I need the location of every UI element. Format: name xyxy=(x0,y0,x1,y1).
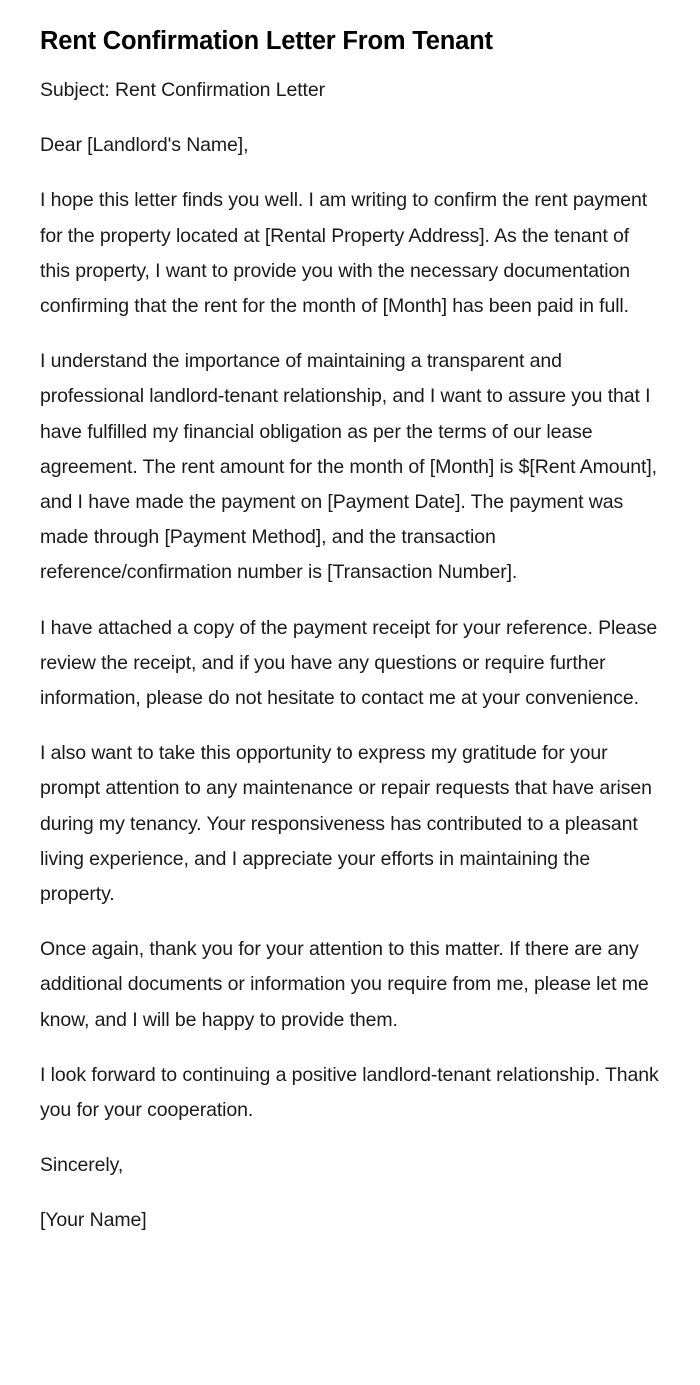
letter-closing: Sincerely, xyxy=(40,1154,124,1177)
letter-paragraph-6: I look forward to continuing a positive landlord-tenant relationship. Thank you for your cooperation. xyxy=(40,1063,659,1122)
letter-paragraph-3: I have attached a copy of the payment receipt for your reference. Please review the receipt, and if you have any questions or require further information, please do not hesitate to contact me at your convenience. xyxy=(40,616,658,710)
letter-paragraph-1: I hope this letter finds you well. I am writing to confirm the rent payment for the property located at [Rental Property Address]. As the tenant of this property, I want to provide you with the necessary documentation confirming that the rent for the month of [Month] has been paid in full. xyxy=(40,189,648,318)
letter-paragraph-2: I understand the importance of maintaining a transparent and professional landlord-tenant relationship, and I want to assure you that I have fulfilled my financial obligation as per the terms of our lease agreement. The rent amount for the month of [Month] is $[Rent Amount], and I have made the payment on [Payment Date]. The payment was made through [Payment Method], and the transaction reference/confirmation number is [Transaction Number]. xyxy=(40,350,657,584)
letter-subject: Subject: Rent Confirmation Letter xyxy=(40,79,326,101)
letter-salutation: Dear [Landlord's Name], xyxy=(40,134,249,157)
letter-title: Rent Confirmation Letter From Tenant xyxy=(40,27,493,55)
letter-paragraph-4: I also want to take this opportunity to express my gratitude for your prompt attention to any maintenance or repair requests that have arisen during my tenancy. Your responsiveness has contributed to a pleasant living experience, and I appreciate your efforts in maintaining the property. xyxy=(40,742,652,906)
letter-signature: [Your Name] xyxy=(40,1209,147,1232)
letter-paragraph-5: Once again, thank you for your attention to this matter. If there are any additional documents or information you require from me, please let me know, and I will be happy to provide them. xyxy=(40,938,649,1031)
